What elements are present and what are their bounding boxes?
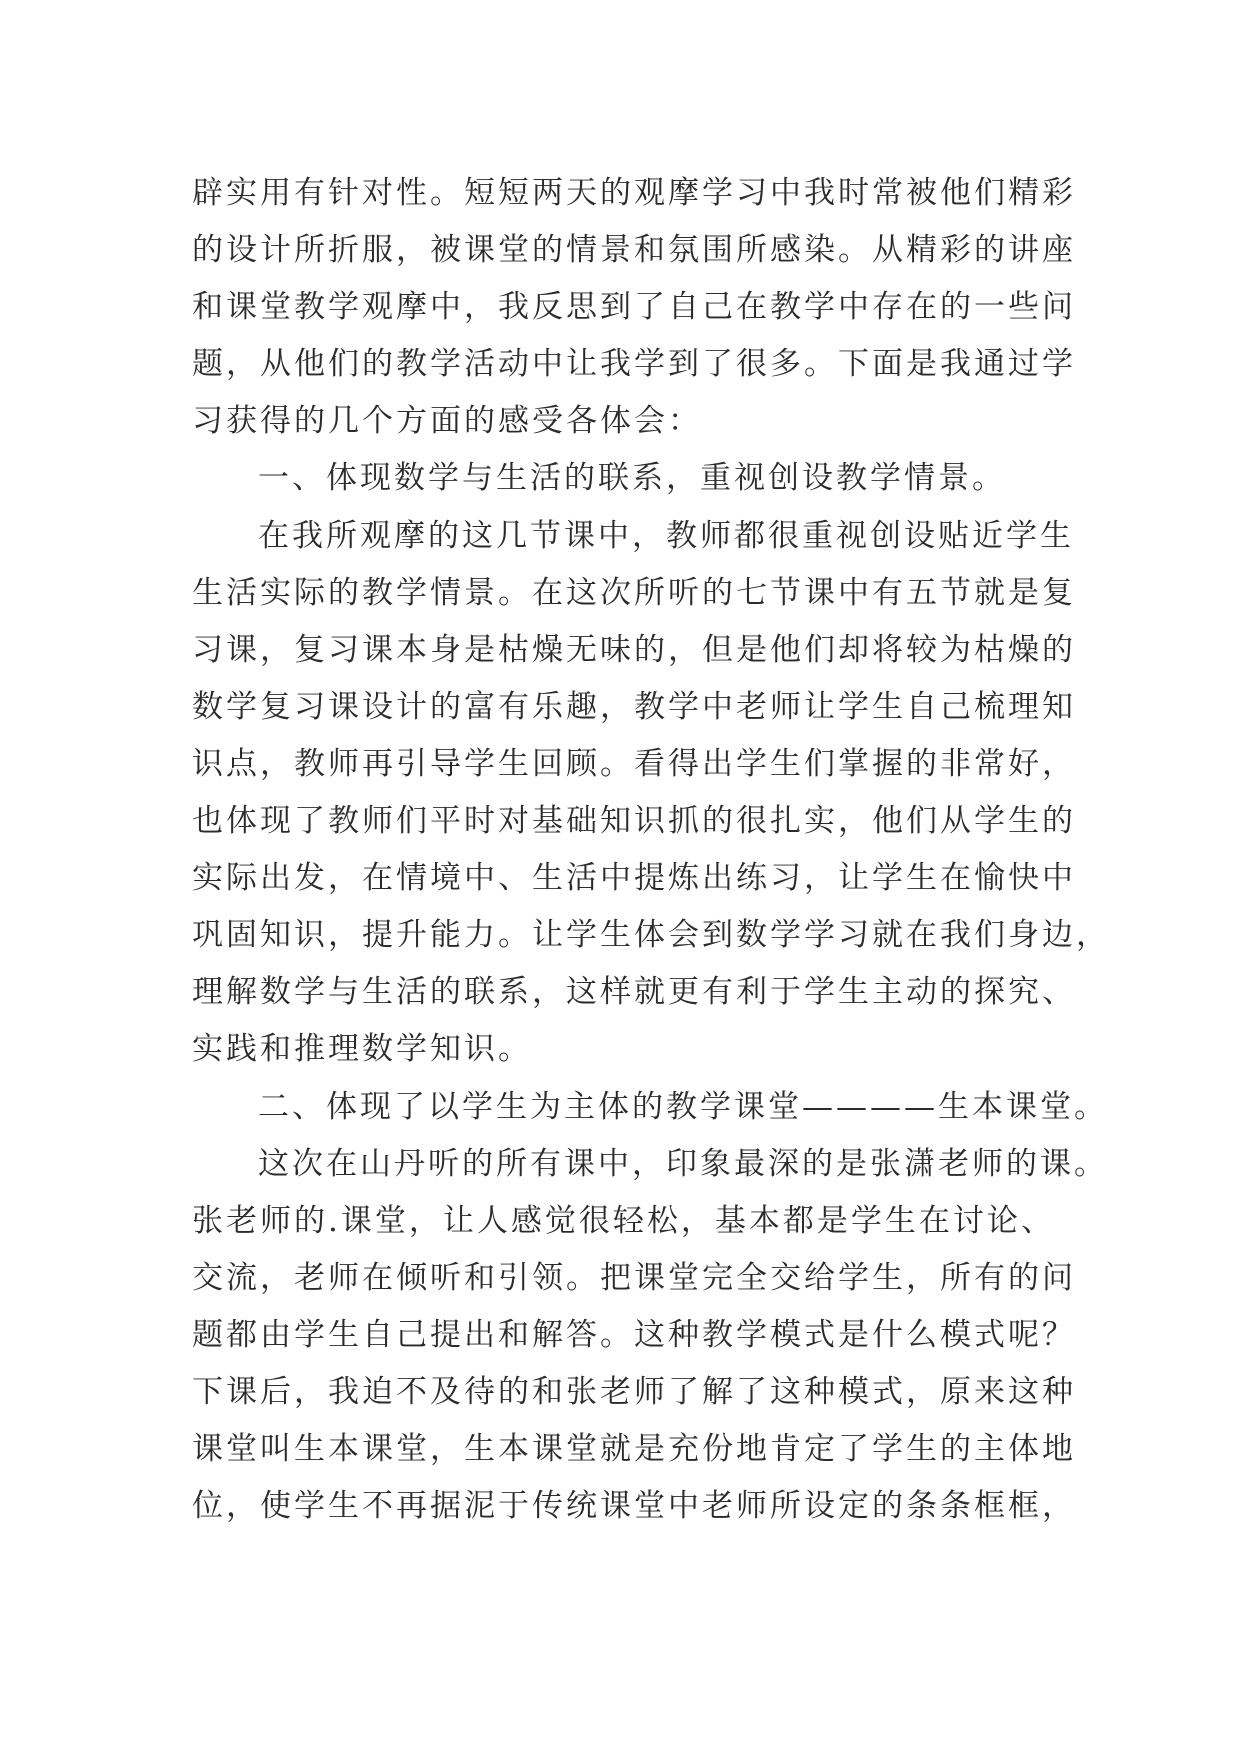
text-line: 位，使学生不再据泥于传统课堂中老师所设定的条条框框， [192,1488,1076,1525]
text-line: 题，从他们的教学活动中让我学到了很多。下面是我通过学 [192,346,1076,383]
text-line: 实践和推理数学知识。 [192,1031,532,1068]
text-line: 生活实际的教学情景。在这次所听的七节课中有五节就是复 [192,574,1076,611]
section-heading: 二、体现了以学生为主体的教学课堂————生本课堂。 [258,1088,1108,1125]
text-line: 习课，复习课本身是枯燥无味的，但是他们却将较为枯燥的 [192,631,1076,668]
text-line: 识点，教师再引导学生回顾。看得出学生们掌握的非常好， [192,745,1076,782]
text-line: 和课堂教学观摩中，我反思到了自己在教学中存在的一些问 [192,289,1076,326]
text-line: 巩固知识，提升能力。让学生体会到数学学习就在我们身边， [192,917,1110,954]
text-line: 数学复习课设计的富有乐趣，教学中老师让学生自己梳理知 [192,688,1076,725]
text-line: 理解数学与生活的联系，这样就更有利于学生主动的探究、 [192,974,1076,1011]
body-text [192,165,1110,1535]
text-line: 下课后，我迫不及待的和张老师了解了这种模式，原来这种 [192,1373,1076,1410]
text-line: 课堂叫生本课堂，生本课堂就是充份地肯定了学生的主体地 [192,1431,1076,1468]
text-line: 的设计所折服，被课堂的情景和氛围所感染。从精彩的讲座 [192,232,1076,269]
section-heading: 一、体现数学与生活的联系，重视创设教学情景。 [258,460,1006,497]
text-line: 交流，老师在倾听和引领。把课堂完全交给学生，所有的问 [192,1259,1076,1296]
paragraph-start: 这次在山丹听的所有课中，印象最深的是张潇老师的课。 [258,1145,1108,1182]
paragraph-start: 在我所观摩的这几节课中，教师都很重视创设贴近学生 [258,517,1074,554]
text-line: 实际出发，在情境中、生活中提炼出练习，让学生在愉快中 [192,860,1076,897]
text-line: 习获得的几个方面的感受各体会： [192,403,702,440]
text-line: 也体现了教师们平时对基础知识抓的很扎实，他们从学生的 [192,803,1076,840]
text-line: 张老师的.课堂，让人感觉很轻松，基本都是学生在讨论、 [192,1202,1055,1239]
text-line: 题都由学生自己提出和解答。这种教学模式是什么模式呢？ [192,1316,1076,1353]
text-line: 辟实用有针对性。短短两天的观摩学习中我时常被他们精彩 [192,175,1076,211]
